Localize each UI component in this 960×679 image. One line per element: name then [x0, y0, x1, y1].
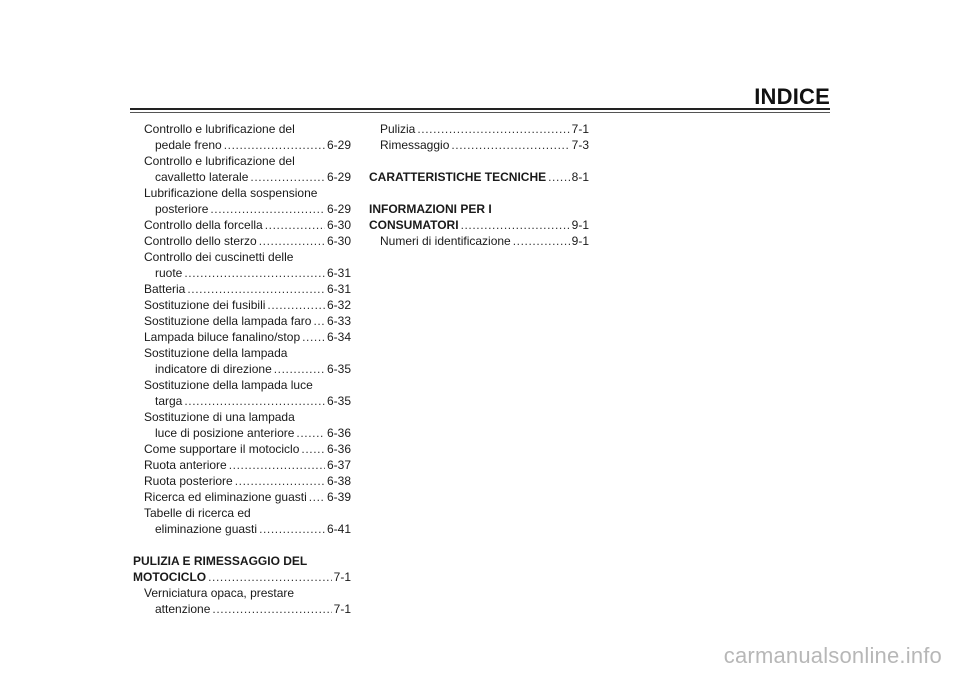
leader-dots [309, 489, 325, 505]
toc-page-number: 6-35 [326, 394, 351, 408]
toc-entry[interactable] [133, 441, 351, 457]
spacer [369, 153, 589, 169]
toc-entry-text: Controllo e lubrificazione del [144, 122, 295, 136]
toc-entry-text: Batteria [144, 282, 186, 296]
leader-dots [274, 361, 325, 377]
toc-page-number: 6-29 [326, 170, 351, 184]
toc-page-number: 6-32 [326, 298, 351, 312]
leader-dots [417, 121, 569, 137]
spacer [369, 185, 589, 201]
toc-entry-text: Ricerca ed eliminazione guasti [144, 490, 307, 504]
toc-entry-text: Lubrificazione della sospensione [144, 186, 318, 200]
toc-page-number: 6-31 [326, 266, 351, 280]
toc-entry-text: Ruota posteriore [144, 474, 233, 488]
toc-entry-text: Controllo dei cuscinetti delle [144, 250, 294, 264]
toc-section-text: CONSUMATORI [369, 218, 459, 232]
toc-page-number: 6-34 [326, 330, 351, 344]
toc-entry[interactable] [133, 377, 351, 409]
toc-page-number: 6-31 [326, 282, 351, 296]
toc-entry-text: Controllo e lubrificazione del [144, 154, 295, 168]
toc-entry[interactable] [133, 457, 351, 473]
leader-dots [267, 297, 325, 313]
toc-entry-text: attenzione [155, 602, 211, 616]
leader-dots [210, 201, 325, 217]
toc-page-number: 6-41 [326, 522, 351, 536]
leader-dots [208, 569, 332, 585]
toc-entry[interactable] [133, 281, 351, 297]
toc-entry[interactable] [133, 249, 351, 281]
toc-entry-text: Sostituzione dei fusibili [144, 298, 266, 312]
toc-entry[interactable] [133, 297, 351, 313]
leader-dots [212, 601, 331, 617]
toc-entry-text: Sostituzione della lampada [144, 346, 288, 360]
toc-section-text: PULIZIA E RIMESSAGGIO DEL [133, 554, 308, 568]
page-title: INDICE [754, 84, 830, 109]
toc-page-number: 9-1 [571, 234, 589, 248]
toc-entry-text: cavalletto laterale [155, 170, 249, 184]
leader-dots [224, 137, 325, 153]
toc-page-number: 6-37 [326, 458, 351, 472]
toc-entry-text: Rimessaggio [380, 138, 450, 152]
toc-page-number: 6-38 [326, 474, 351, 488]
toc-page-number: 6-33 [326, 314, 351, 328]
leader-dots [229, 457, 325, 473]
title-rule-thin [130, 112, 830, 113]
toc-entry[interactable] [369, 233, 589, 249]
toc-entry-text: indicatore di direzione [155, 362, 272, 376]
toc-page-number: 6-30 [326, 234, 351, 248]
toc-page-number: 6-36 [326, 426, 351, 440]
leader-dots [187, 281, 325, 297]
toc-entry[interactable] [133, 217, 351, 233]
toc-entry[interactable] [369, 137, 589, 153]
toc-entry-text: targa [155, 394, 183, 408]
toc-entry-text: Sostituzione della lampada faro [144, 314, 312, 328]
leader-dots [548, 169, 570, 185]
toc-page-number: 6-36 [326, 442, 351, 456]
toc-entry[interactable] [133, 233, 351, 249]
toc-entry[interactable] [133, 409, 351, 441]
toc-entry[interactable] [133, 505, 351, 537]
toc-entry[interactable] [369, 121, 589, 137]
toc-entry-text: Numeri di identificazione [380, 234, 511, 248]
leader-dots [265, 217, 325, 233]
toc-entry[interactable] [133, 153, 351, 185]
toc-page-number: 9-1 [571, 218, 589, 232]
toc-entry[interactable] [133, 329, 351, 345]
toc-section[interactable] [133, 553, 351, 585]
leader-dots [259, 521, 325, 537]
leader-dots [259, 233, 325, 249]
toc-entry-text: Ruota anteriore [144, 458, 227, 472]
toc-entry[interactable] [133, 585, 351, 617]
toc-entry-text: posteriore [155, 202, 209, 216]
toc-entry[interactable] [133, 345, 351, 377]
toc-entry-text: Verniciatura opaca, prestare [144, 586, 295, 600]
toc-right-column [369, 121, 589, 249]
toc-page-number: 6-39 [326, 490, 351, 504]
toc-page-number: 7-1 [333, 602, 351, 616]
leader-dots [451, 137, 569, 153]
leader-dots [301, 441, 325, 457]
toc-section[interactable] [369, 169, 589, 185]
leader-dots [235, 473, 325, 489]
leader-dots [296, 425, 325, 441]
toc-entry-text: Tabelle di ricerca ed [144, 506, 251, 520]
toc-page-number: 7-1 [571, 122, 589, 136]
toc-entry-text: Controllo della forcella [144, 218, 263, 232]
toc-entry-text: Lampada biluce fanalino/stop [144, 330, 301, 344]
toc-entry-text: luce di posizione anteriore [155, 426, 295, 440]
toc-page-number: 8-1 [571, 170, 589, 184]
toc-page-number: 6-30 [326, 218, 351, 232]
title-rule [130, 108, 830, 110]
toc-entry-text: eliminazione guasti [155, 522, 258, 536]
toc-entry-text: ruote [155, 266, 183, 280]
leader-dots [302, 329, 325, 345]
toc-section-text: CARATTERISTICHE TECNICHE [369, 170, 547, 184]
toc-page-number: 6-29 [326, 138, 351, 152]
leader-dots [184, 265, 325, 281]
toc-entry[interactable] [133, 121, 351, 153]
toc-entry[interactable] [133, 313, 351, 329]
toc-entry-text: Pulizia [380, 122, 416, 136]
leader-dots [250, 169, 325, 185]
toc-page-number: 6-29 [326, 202, 351, 216]
toc-section[interactable] [369, 201, 589, 233]
leader-dots [313, 313, 325, 329]
toc-section-text: INFORMAZIONI PER I [369, 202, 492, 216]
leader-dots [184, 393, 325, 409]
toc-entry-text: Sostituzione di una lampada [144, 410, 295, 424]
toc-entry-text: Sostituzione della lampada luce [144, 378, 313, 392]
toc-entry-text: Controllo dello sterzo [144, 234, 257, 248]
toc-page-number: 7-3 [571, 138, 589, 152]
spacer [133, 537, 351, 553]
leader-dots [513, 233, 570, 249]
watermark: carmanualsonline.info [723, 643, 942, 668]
toc-entry[interactable] [133, 489, 351, 505]
leader-dots [461, 217, 570, 233]
toc-page-number: 7-1 [333, 570, 351, 584]
toc-section-text: MOTOCICLO [133, 570, 207, 584]
toc-left-column [133, 121, 351, 617]
toc-entry[interactable] [133, 185, 351, 217]
toc-entry-text: Come supportare il motociclo [144, 442, 300, 456]
toc-page-number: 6-35 [326, 362, 351, 376]
toc-entry-text: pedale freno [155, 138, 222, 152]
toc-entry[interactable] [133, 473, 351, 489]
